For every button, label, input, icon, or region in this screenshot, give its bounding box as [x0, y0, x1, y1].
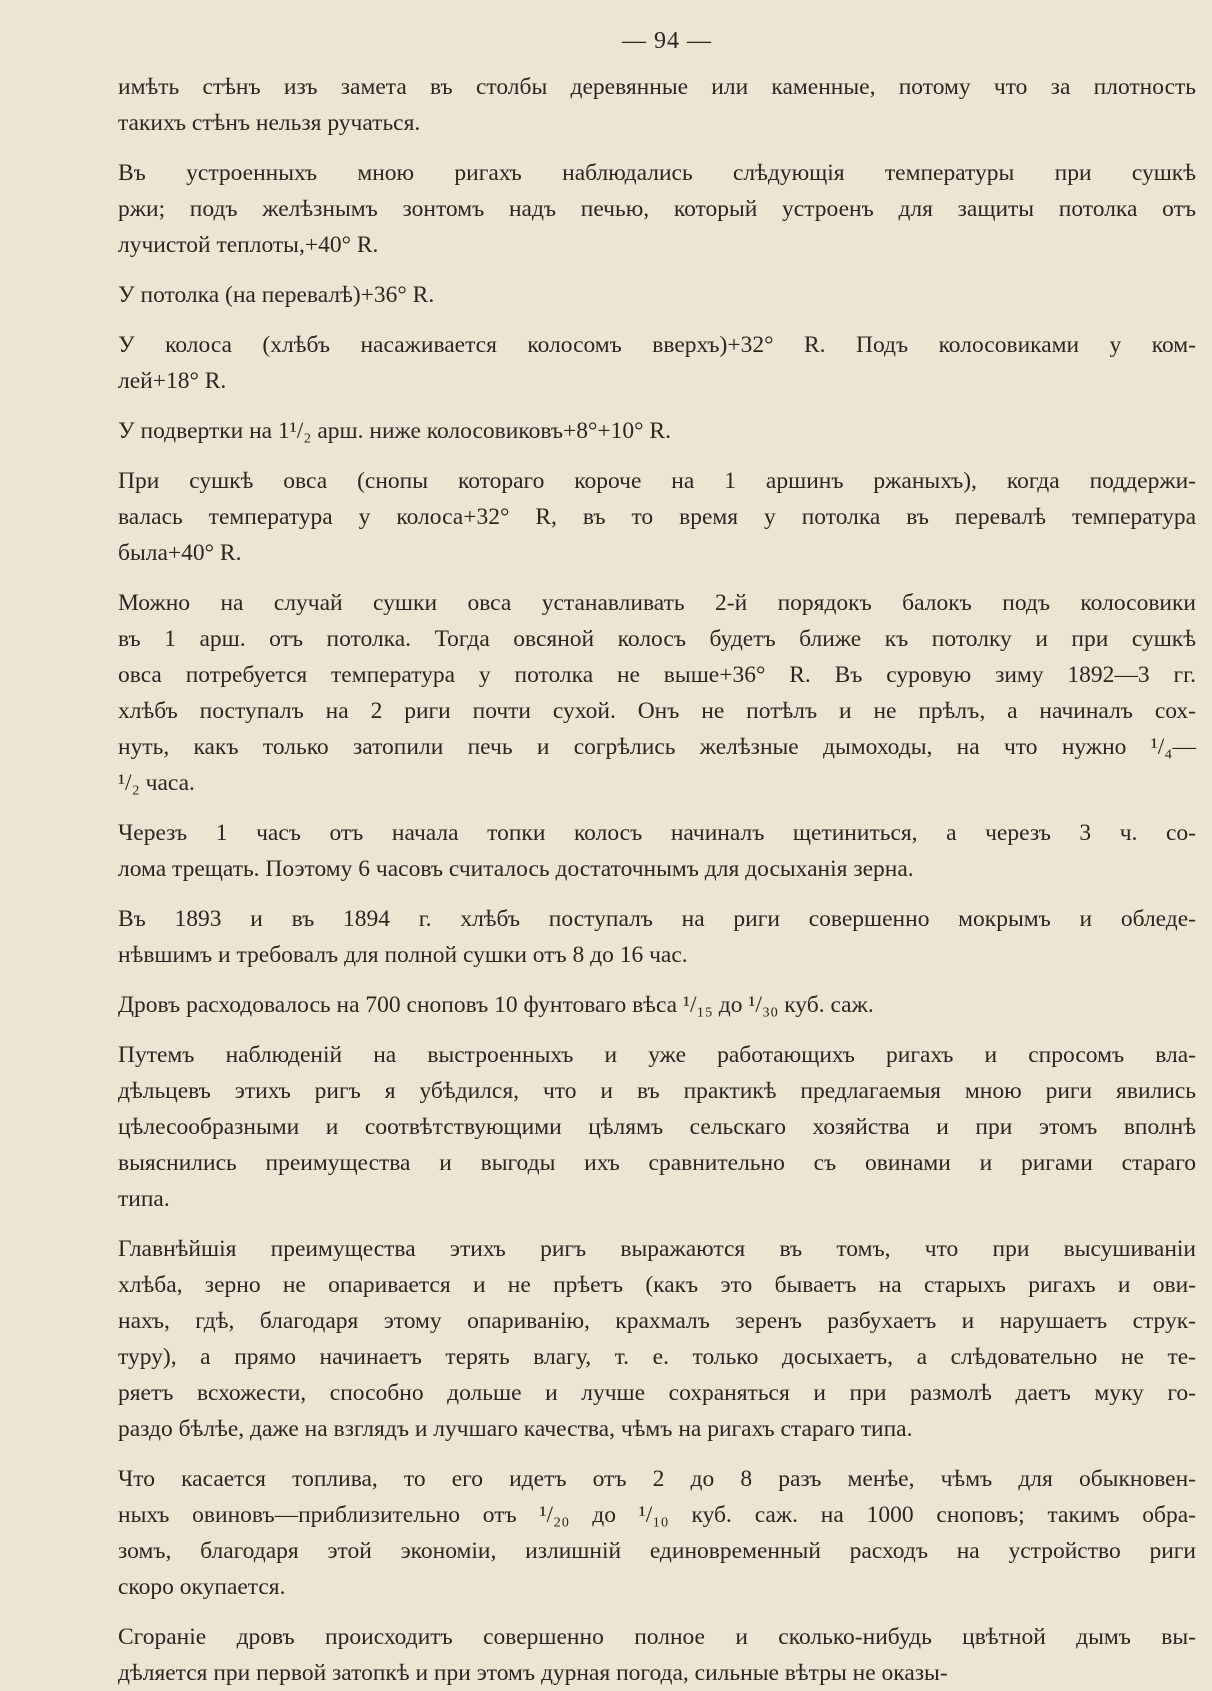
text-line: Что касается топлива, то его идетъ отъ 2 до 8 разъ менѣе, чѣмъ для обыкновен-	[118, 1466, 1196, 1492]
text-line: туру), а прямо начинаетъ терять влагу, т. е. только досыхаетъ, а слѣдовательно не те-	[118, 1344, 1196, 1370]
text-line: ¹/₂ часа.	[118, 770, 195, 796]
text-line: скоро окупается.	[118, 1574, 286, 1600]
paragraph	[118, 901, 1196, 973]
text-line: хлѣбъ поступалъ на 2 риги почти сухой. Онъ не потѣлъ и не прѣлъ, а начиналъ сох-	[118, 698, 1196, 724]
page-number: — 94 —	[622, 28, 712, 54]
text-line: Можно на случай сушки овса устанавливать 2-й порядокъ балокъ подъ колосовики	[118, 590, 1196, 616]
text-line: дѣльцевъ этихъ ригъ я убѣдился, что и въ практикѣ предлагаемыя мною риги явились	[118, 1078, 1196, 1104]
text-line: ныхъ овиновъ—приблизительно отъ ¹/₂₀ до ¹/₁₀ куб. саж. на 1000 сноповъ; такимъ обра-	[118, 1502, 1196, 1528]
paragraph	[118, 413, 1196, 449]
paragraph	[118, 1037, 1196, 1217]
paragraph	[118, 155, 1196, 263]
text-line: лучистой теплоты,+40° R.	[118, 232, 379, 258]
paragraph	[118, 463, 1196, 571]
paragraph	[118, 327, 1196, 399]
paragraph	[118, 1231, 1196, 1447]
paragraph	[118, 277, 1196, 313]
text-line: типа.	[118, 1186, 170, 1212]
body-text	[118, 69, 1196, 1691]
text-line: Черезъ 1 часъ отъ начала топки колосъ начиналъ щетиниться, а черезъ 3 ч. со-	[118, 820, 1196, 846]
text-line: въ 1 арш. отъ потолка. Тогда овсяной колосъ будетъ ближе къ потолку и при сушкѣ	[118, 626, 1196, 652]
text-line: такихъ стѣнъ нельзя ручаться.	[118, 110, 421, 136]
paragraph	[118, 815, 1196, 887]
text-line: нѣвшимъ и требовалъ для полной сушки отъ 8 до 16 час.	[118, 942, 688, 968]
text-line: зомъ, благодаря этой экономіи, излишній единовременный расходъ на устройство риги	[118, 1538, 1196, 1564]
text-line: Въ 1893 и въ 1894 г. хлѣбъ поступалъ на риги совершенно мокрымъ и обледе-	[118, 906, 1196, 932]
text-line: валась температура у колоса+32° R, въ то время у потолка въ перевалѣ температура	[118, 504, 1196, 530]
text-line: ряетъ всхожести, способно дольше и лучше сохраняться и при размолѣ даетъ муку го-	[118, 1380, 1196, 1406]
paragraph	[118, 1619, 1196, 1691]
text-line: овса потребуется температура у потолка не выше+36° R. Въ суровую зиму 1892—3 гг.	[118, 662, 1196, 688]
paragraph	[118, 69, 1196, 141]
text-line: лома трещать. Поэтому 6 часовъ считалось достаточнымъ для досыханія зерна.	[118, 856, 914, 882]
text-line: Путемъ наблюденій на выстроенныхъ и уже работающихъ ригахъ и спросомъ вла-	[118, 1042, 1196, 1068]
text-line: Сгораніе дровъ происходитъ совершенно полное и сколько-нибудь цвѣтной дымъ вы-	[118, 1624, 1196, 1650]
text-line: была+40° R.	[118, 540, 242, 566]
paragraph	[118, 1461, 1196, 1605]
text-line: ржи; подъ желѣзнымъ зонтомъ надъ печью, который устроенъ для защиты потолка отъ	[118, 196, 1196, 222]
text-line: выяснились преимущества и выгоды ихъ сравнительно съ овинами и ригами стараго	[118, 1150, 1196, 1176]
text-line: У колоса (хлѣбъ насаживается колосомъ вверхъ)+32° R. Подъ колосовиками у ком-	[118, 332, 1196, 358]
text-line: нуть, какъ только затопили печь и согрѣлись желѣзные дымоходы, на что нужно ¹/₄—	[118, 734, 1196, 760]
text-line: Главнѣйшія преимущества этихъ ригъ выражаются въ томъ, что при высушиваніи	[118, 1236, 1196, 1262]
text-line: цѣлесообразными и соотвѣтствующими цѣлямъ сельскаго хозяйства и при этомъ вполнѣ	[118, 1114, 1196, 1140]
text-line: У подвертки на 1¹/₂ арш. ниже колосовиковъ+8°+10° R.	[118, 418, 671, 444]
text-line: дѣляется при первой затопкѣ и при этомъ дурная погода, сильные вѣтры не оказы-	[118, 1660, 948, 1686]
text-line: нахъ, гдѣ, благодаря этому опариванію, крахмалъ зеренъ разбухаетъ и нарушаетъ струк-	[118, 1308, 1196, 1334]
text-line: Въ устроенныхъ мною ригахъ наблюдались слѣдующія температуры при сушкѣ	[118, 160, 1196, 186]
text-line: хлѣба, зерно не опаривается и не прѣетъ (какъ это бываетъ на старыхъ ригахъ и ови-	[118, 1272, 1196, 1298]
paragraph	[118, 987, 1196, 1023]
text-line: Дровъ расходовалось на 700 сноповъ 10 фунтоваго вѣса ¹/₁₅ до ¹/₃₀ куб. саж.	[118, 992, 874, 1018]
text-line: У потолка (на перевалѣ)+36° R.	[118, 282, 435, 308]
text-line: При сушкѣ овса (снопы котораго короче на 1 аршинъ ржаныхъ), когда поддержи-	[118, 468, 1196, 494]
text-line: лей+18° R.	[118, 368, 227, 394]
text-line: раздо бѣлѣе, даже на взглядъ и лучшаго качества, чѣмъ на ригахъ стараго типа.	[118, 1416, 913, 1442]
paragraph	[118, 585, 1196, 801]
text-line: имѣть стѣнъ изъ замета въ столбы деревянные или каменные, потому что за плотность	[118, 74, 1196, 100]
